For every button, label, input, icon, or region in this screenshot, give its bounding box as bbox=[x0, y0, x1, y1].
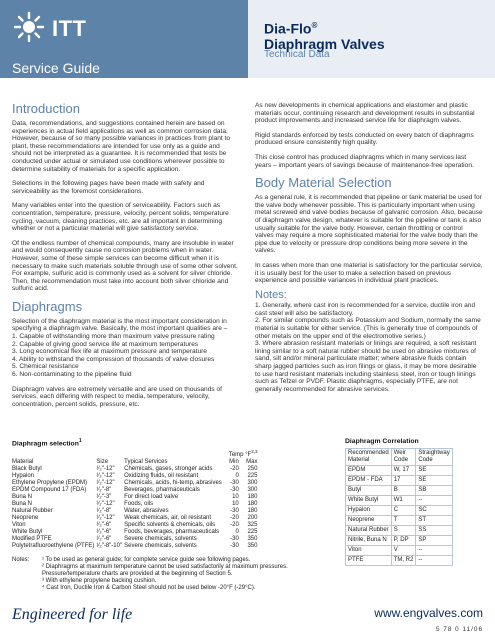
table-cell: SE bbox=[416, 476, 452, 486]
table-header-row bbox=[12, 459, 259, 466]
website-link[interactable]: www.engvalves.com bbox=[374, 606, 483, 620]
diaphragms-heading: Diaphragms bbox=[12, 298, 83, 314]
table-cell: Weak chemicals, air, oil resistant bbox=[124, 515, 212, 521]
table-cell: EPDM Compound 17 (FDA) bbox=[12, 487, 87, 493]
table-cell: 350 bbox=[247, 536, 258, 542]
table-cell: Severe chemicals, solvents bbox=[124, 543, 197, 549]
table-row bbox=[12, 487, 259, 494]
correlation-table-title: Diaphragm Correlation bbox=[345, 438, 419, 445]
table-cell: Viton bbox=[346, 546, 392, 556]
table-cell: 200 bbox=[247, 515, 258, 521]
table-cell: Hypalon bbox=[12, 473, 35, 479]
table-cell: S bbox=[391, 526, 416, 536]
technical-data-label: Technical Data bbox=[264, 49, 330, 60]
table-cell: ¹⁄₂"-12" bbox=[96, 466, 115, 472]
table-cell: ¹⁄₂"-8" bbox=[96, 508, 112, 514]
header-line: Weir bbox=[393, 450, 406, 456]
diaphragms-paragraph: Selection of the diaphragm material is the most important consideration in specifying a diaphragm valve. Basically, the most important qualities are – bbox=[12, 317, 228, 333]
header-line: Code bbox=[393, 457, 409, 463]
table-cell: Natural Rubber bbox=[346, 526, 392, 536]
table-cell: Viton bbox=[12, 522, 26, 528]
table-cell: V bbox=[391, 546, 416, 556]
right-column bbox=[255, 102, 483, 400]
table-cell: 0 bbox=[235, 473, 239, 479]
selection-notes bbox=[12, 557, 312, 592]
table-row bbox=[12, 515, 259, 522]
body-paragraph: As a general rule, it is recommended that pipeline or tank material be used for the valve body whenever possible. This is particularly important when using metal screwed end valve bodies because of galvanic corrosion. Also, because of diaphragm valve design, whatever is suitable for the pipeline or tank is also usually suitable for the valve body. However, certain throttling or control valves may require a more sophisticated material for the valve body than the pipe due to velocity or pressure drop conditions being more severe in the valves. bbox=[255, 194, 483, 255]
tagline: Engineered for life bbox=[12, 606, 133, 623]
column-header bbox=[391, 449, 416, 466]
body-selection-heading: Body Material Selection bbox=[255, 175, 392, 191]
table-cell: For direct load valve bbox=[124, 494, 179, 500]
table-row bbox=[12, 494, 259, 501]
column-header: Material bbox=[12, 459, 34, 465]
table-cell: ¹⁄₂"-12" bbox=[96, 515, 115, 521]
table-cell: White Butyl bbox=[346, 496, 392, 506]
company-name: ITT bbox=[52, 16, 87, 41]
table-cell: C bbox=[391, 506, 416, 516]
table-cell: SB bbox=[416, 486, 452, 496]
header-line: Straightway bbox=[418, 450, 450, 456]
table-cell: B bbox=[391, 486, 416, 496]
table-cell: White Butyl bbox=[12, 529, 43, 535]
selection-note: ³ With ethylene propylene backing cushion. bbox=[42, 578, 157, 584]
table-row bbox=[12, 501, 259, 508]
notes-label: Notes: bbox=[12, 557, 30, 563]
table-row bbox=[12, 508, 259, 515]
header-band bbox=[0, 0, 248, 78]
table-cell: Modified PTFE bbox=[12, 536, 52, 542]
table-header-row bbox=[346, 449, 453, 466]
product-title bbox=[264, 18, 385, 52]
table-cell: T bbox=[391, 516, 416, 526]
selection-table-title bbox=[12, 438, 82, 447]
table-cell: ¹⁄₂"-12" bbox=[96, 480, 115, 486]
selection-table bbox=[12, 448, 259, 550]
selection-note: ⁴ Cast Iron, Ductile Iron & Carbon Steel should not be used below -20°F (-29°C). bbox=[42, 585, 256, 591]
table-cell: Polytetrafluoroethylene (PTFE) bbox=[12, 543, 95, 549]
table-cell: W1 bbox=[391, 496, 416, 506]
table-cell: Water, abrasives bbox=[124, 508, 169, 514]
table-cell: Beverages, pharmaceuticals bbox=[124, 487, 200, 493]
table-row bbox=[346, 556, 453, 566]
qualities-list bbox=[12, 333, 240, 379]
table-cell: SS bbox=[416, 526, 452, 536]
product-line: Diaphragm Valves bbox=[264, 35, 385, 52]
diaphragms-paragraph: Diaphragm valves are extremely versatile and are used on thousands of services, each differing with respect to media, temperature, velocity, concentration, percent solids, pressure, etc. bbox=[12, 385, 223, 408]
correlation-table bbox=[345, 448, 453, 566]
table-cell: 180 bbox=[247, 494, 258, 500]
correlation-table-body bbox=[346, 466, 453, 566]
header-line: Recommended bbox=[348, 450, 389, 456]
itt-logo-icon bbox=[12, 10, 46, 44]
note-item: 3. Where abrasion resistant materials or linings are required, a soft resistant lining similar to a soft natural rubber should be used on abrasive mixtures of sand, silt and/or mineral particulate matter; where abrasive fluids contain sharp jagged particles such as iron filings or glass, it may be more desirable to use hard resistant materials including stainless steel, iron or tough linings such as Tefzel or PVDF. Plastic diaphragms, especially PTFE, are not generally recommended for abrasive services. bbox=[255, 340, 477, 393]
table-cell: W, 17 bbox=[391, 466, 416, 476]
table-cell: -30 bbox=[230, 543, 239, 549]
table-cell: -20 bbox=[230, 522, 239, 528]
table-cell: Foods, beverages, pharmaceuticals bbox=[124, 529, 220, 535]
table-cell: EPDM - FDA bbox=[346, 476, 392, 486]
list-item: 1. Capable of withstanding more than maximum valve pressure rating bbox=[12, 333, 215, 341]
table-cell: Nitrile, Buna N bbox=[346, 536, 392, 546]
table-cell: ¹⁄₂"-8"-10" bbox=[96, 543, 123, 549]
table-row bbox=[346, 496, 453, 506]
notes-list bbox=[255, 302, 483, 393]
table-row bbox=[346, 466, 453, 476]
table-cell: -- bbox=[416, 496, 452, 506]
table-cell: 325 bbox=[247, 522, 258, 528]
table-cell: Black Butyl bbox=[12, 466, 42, 472]
table-row bbox=[12, 522, 259, 529]
intro-paragraph: Many variables enter into the question of serviceability. Factors such as concentration, temperature, pressure, velocity, percent solids, temperature cycling, vacuum, cleaning practices, etc. are all important in determining whether or not a particular material will give satisfactory service. bbox=[12, 202, 229, 233]
table-cell: -- bbox=[416, 546, 452, 556]
table-row bbox=[346, 536, 453, 546]
table-cell: ¹⁄₂"-12" bbox=[96, 473, 115, 479]
table-cell: Oxidizing fluids, oil resistant bbox=[124, 473, 199, 479]
table-cell: Natural Rubber bbox=[12, 508, 53, 514]
table-cell: ¹⁄₂"-12" bbox=[96, 501, 115, 507]
column-header: Size bbox=[96, 459, 109, 465]
left-column bbox=[12, 102, 240, 415]
table-row bbox=[12, 543, 259, 550]
table-cell: ¹⁄₂"-6" bbox=[96, 529, 112, 535]
table-cell: 10 bbox=[232, 501, 239, 507]
table-cell: ¹⁄₂"-6" bbox=[96, 522, 112, 528]
table-cell: -30 bbox=[230, 480, 239, 486]
intro-paragraph: Data, recommendations, and suggestions contained herein are based on experiences in actual field applications as well as common corrosion data. However, because of so many possible variances in practices from plant to plant, these recommendations are intended for use only as a guide and should not be interpreted as a guarantee. It is recommended that tests be conducted under actual or simulated use conditions wherever possible to determine suitability of materials for a specific application. bbox=[12, 120, 231, 173]
table-cell: -30 bbox=[230, 536, 239, 542]
table-cell: Chemicals, acids, hi-temp, abrasives bbox=[124, 480, 222, 486]
table-cell: -30 bbox=[230, 487, 239, 493]
column-header bbox=[416, 449, 452, 466]
table-row bbox=[12, 529, 259, 536]
temp-header-text: Temp °F bbox=[228, 452, 252, 458]
registered-mark: ® bbox=[311, 21, 318, 30]
table-cell: 17 bbox=[391, 476, 416, 486]
table-cell: ¹⁄₂"-8" bbox=[96, 487, 112, 493]
table-row bbox=[12, 536, 259, 543]
page-number: 5 78 0 11/06 bbox=[435, 626, 483, 633]
column-header: Typical Services bbox=[124, 459, 168, 465]
introduction-heading: Introduction bbox=[12, 101, 80, 116]
section-title: Service Guide bbox=[12, 60, 100, 76]
table-cell: 250 bbox=[247, 466, 258, 472]
table-cell: ST bbox=[416, 516, 452, 526]
table-row bbox=[12, 480, 259, 487]
table-cell: 225 bbox=[247, 529, 258, 535]
selection-title-sup: 1 bbox=[78, 438, 82, 444]
table-cell: Neoprene bbox=[346, 516, 392, 526]
list-item: 4. Ability to withstand the compression of thousands of valve closures bbox=[12, 355, 215, 363]
list-item: 6. Non-contaminating to the pipeline fluid bbox=[12, 371, 132, 379]
table-cell: Neoprene bbox=[12, 515, 39, 521]
table-cell: Buna N bbox=[12, 494, 33, 500]
table-cell: Specific solvents & chemicals, oils bbox=[124, 522, 216, 528]
table-cell: -20 bbox=[230, 515, 239, 521]
table-row bbox=[346, 546, 453, 556]
table-row bbox=[12, 466, 259, 473]
table-cell: Foods, oils bbox=[124, 501, 154, 507]
table-cell: P, DP bbox=[391, 536, 416, 546]
intro-paragraph: Selections in the following pages have been made with safety and serviceability as the foremost considerations. bbox=[12, 180, 205, 195]
table-cell: Buna N bbox=[12, 501, 33, 507]
note-item: 1. Generally, where cast iron is recommended for a service, ductile iron and cast steel will also be satisfactory. bbox=[255, 302, 476, 317]
table-row bbox=[346, 516, 453, 526]
selection-note: ¹ To be used as general guide; for complete service guide see following pages. bbox=[42, 557, 251, 563]
table-cell: Severe chemicals, solvents bbox=[124, 536, 197, 542]
table-cell: 300 bbox=[247, 487, 258, 493]
header-line: Code bbox=[418, 457, 433, 463]
selection-title-text: Diaphragm selection bbox=[12, 440, 79, 448]
table-cell: Chemicals, gases, stronger acids bbox=[124, 466, 213, 472]
table-cell: Ethylene Propylene (EPDM) bbox=[12, 480, 88, 486]
table-cell: -30 bbox=[230, 508, 239, 514]
temp-header bbox=[224, 448, 260, 459]
table-row bbox=[12, 473, 259, 480]
table-cell: 350 bbox=[247, 543, 258, 549]
table-cell: 180 bbox=[247, 501, 258, 507]
table-cell: ¹⁄₂"-3" bbox=[96, 494, 112, 500]
table-cell: EPDM bbox=[346, 466, 392, 476]
note-item: 2. For similar compounds such as Potassium and Sodium, normally the same material is suitable for either service. (This is generally true of compounds of other metals on the upper end of the electromotive series.) bbox=[255, 317, 481, 340]
table-cell: 10 bbox=[232, 494, 239, 500]
table-row bbox=[12, 448, 259, 459]
table-cell: Hypalon bbox=[346, 506, 392, 516]
table-cell: -20 bbox=[230, 466, 239, 472]
table-cell: 300 bbox=[247, 480, 258, 486]
table-cell: 180 bbox=[247, 508, 258, 514]
right-paragraph: This close control has produced diaphragms which in many services last years – important years of savings because of maintenance-free operation. bbox=[255, 153, 474, 169]
table-cell: 225 bbox=[247, 473, 258, 479]
table-cell: PTFE bbox=[346, 556, 392, 566]
table-cell: Butyl bbox=[346, 486, 392, 496]
table-row bbox=[346, 526, 453, 536]
selection-note: ² Diaphragms at maximum temperature cannot be used satisfactorily at maximum pressures. Pressure/temperature charts are provided at the beginning of Section 5. bbox=[42, 564, 288, 577]
intro-paragraph: Of the endless number of chemical compounds, many are insoluble in water and would consequently cause no corrosion problems when in water. However, some of these simple services can become difficult when it is necessary to make such materials soluble through use of some other solvent. For example, sulfuric acid is commonly used as a solvent for silver chloride. Then, the recommendation must take into account both silver chloride and sulfuric acid. bbox=[12, 239, 238, 293]
selection-table-body bbox=[12, 466, 259, 550]
table-cell: TM, R2 bbox=[391, 556, 416, 566]
table-cell: -- bbox=[416, 556, 452, 566]
table-cell: 0 bbox=[235, 529, 239, 535]
list-item: 3. Long economical flex life at maximum pressure and temperature bbox=[12, 348, 207, 356]
notes-text bbox=[42, 557, 307, 592]
table-cell: SC bbox=[416, 506, 452, 516]
column-header: Max bbox=[246, 459, 258, 465]
table-cell: SP bbox=[416, 536, 452, 546]
header-line: Material bbox=[348, 457, 370, 463]
column-header bbox=[346, 449, 392, 466]
list-item: 5. Chemical resistance bbox=[12, 363, 79, 371]
column-header: Min bbox=[229, 459, 239, 465]
table-row bbox=[346, 476, 453, 486]
table-cell: SE bbox=[416, 466, 452, 476]
temp-header-sup: 2,3 bbox=[251, 449, 258, 454]
notes-heading: Notes: bbox=[255, 288, 287, 301]
list-item: 2. Capable of giving good service life at maximum temperatures bbox=[12, 340, 199, 348]
right-paragraph: Rigid standards enforced by tests conducted on every batch of diaphragms produced ensure consistently high quality. bbox=[255, 131, 474, 147]
table-row bbox=[346, 486, 453, 496]
table-row bbox=[346, 506, 453, 516]
table-cell: ¹⁄₂"-6" bbox=[96, 536, 112, 542]
product-name: Dia-Flo bbox=[264, 20, 312, 37]
body-paragraph: In cases when more than one material is satisfactory for the particular service, it is usually best for the user to make a selection based on previous experience and possible variances in individual plant practices. bbox=[255, 261, 483, 285]
right-paragraph: As new developments in chemical applications and elastomer and plastic materials occur, continuing research and development results in substantial product improvements and increased service life for diaphragm valves. bbox=[255, 102, 475, 125]
